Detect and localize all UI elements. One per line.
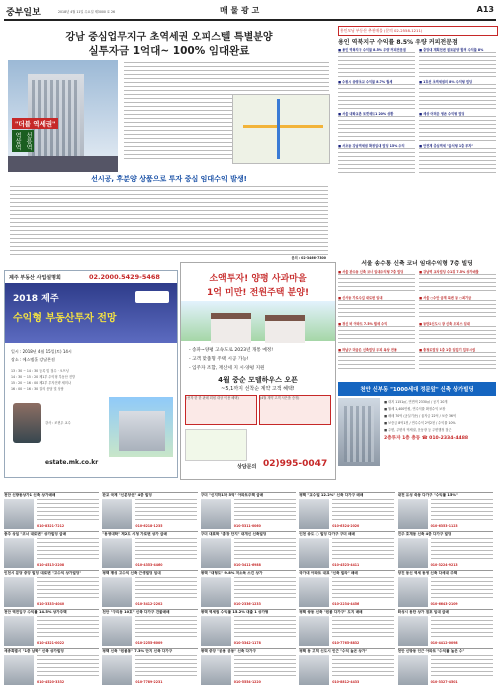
- classified-cell: [201, 609, 296, 647]
- classified-title: 평택 역세권 수익률 15.2% 대출 1 상가형: [200, 610, 269, 614]
- classified-cell: [102, 609, 197, 647]
- listing-item: ■ 서울 대학교촌 포켓세트1 20% 상환: [338, 112, 394, 116]
- classified-text: [332, 655, 394, 679]
- right-listings: [338, 26, 496, 196]
- benefit-box-2: (4월 계약 고객 사은품 증정): [259, 395, 331, 425]
- cheonan-banner: 천안 신부동 "1000세대 정문앞" 신축 상가빌딩: [338, 382, 496, 396]
- model-house-benefit: ~5,1까지 선착순 계약 고객 혜택!: [221, 386, 295, 392]
- classified-cell: [102, 648, 197, 686]
- classified-cell: [201, 492, 296, 530]
- classified-cell: [201, 531, 296, 569]
- classified-text: [234, 655, 296, 679]
- classified-photo: [201, 577, 231, 607]
- listing-item: ■ 중앙대 계획천변 점포분양 합격 수익률 8%: [419, 48, 484, 52]
- seminar-title-line1: 2018 제주: [13, 294, 59, 304]
- classified-title: 구미 대표학 "총장 단지" 대개신 신축빌딩: [200, 532, 267, 536]
- speaker-photo: [13, 403, 41, 443]
- classified-photo: [398, 616, 428, 646]
- classified-phone: 010-2336-1233: [233, 602, 261, 606]
- classified-photo: [102, 499, 132, 529]
- seminar-schedule-item: 14 : 30 ~ 15 : 20 제1부 수익형 부동산 전망: [11, 375, 75, 379]
- yangpyeong-point: - 입주자 조합, 재산세 지 시·양평 지원: [189, 366, 265, 371]
- consult-label: 상담문의: [237, 464, 257, 470]
- issue-date: 2018년 4월 11일 수요일 제3000 호 26: [58, 10, 116, 14]
- classified-phone: 010-8812-4433: [332, 680, 360, 684]
- classified-phone: 010-3411-6988: [233, 563, 261, 567]
- classified-cell: [398, 648, 493, 686]
- listing-label: 홍인모닝 부동산 추천매물 (문의 02-2558-1211): [338, 26, 498, 36]
- double-station-banner: "더블 역세권": [12, 118, 58, 129]
- classified-photo: [299, 577, 329, 607]
- seoul-item: ■ 강남역 교차빌딩 수1위 7.5% 상가매물: [419, 270, 479, 274]
- seminar-where: 장소 : 에스엠홀 강남본점: [11, 357, 55, 362]
- seminar-schedule-item: 13 : 30 ~ 14 : 30 등록 및 접수 · 오프닝: [11, 369, 69, 373]
- classified-phone: 010-5311-0060: [233, 524, 261, 528]
- classified-text: [135, 616, 197, 640]
- classified-phone: 010-4353-4460: [135, 563, 163, 567]
- benefit-box-1: (선착 한 한 판매 회원 대상 이용 혜택): [185, 395, 257, 425]
- classified-cell: [4, 609, 99, 647]
- classified-text: [37, 616, 99, 640]
- classified-phone: 010-6324-2020: [332, 524, 360, 528]
- classified-phone: 010-7789-2231: [135, 680, 163, 684]
- classified-title: "동생대학" 제2도 시청 가로변 상가 급매: [102, 532, 167, 536]
- classified-phone: 010-2255-6009: [135, 641, 163, 645]
- classified-text: [332, 616, 394, 640]
- classified-text: [234, 499, 296, 523]
- seminar-schedule-item: 15 : 20 ~ 16 : 00 제2부 투자전략 세미나: [11, 381, 71, 385]
- classified-title: 진주 호계동 신축 4층 다가구 빌딩: [397, 532, 452, 536]
- classified-photo: [299, 655, 329, 685]
- listing-item: ■ 안전계 중심역세 "음식형 1층 투자": [419, 144, 474, 148]
- classified-photo: [102, 616, 132, 646]
- speaker-name: 강사 : 조현우 교수: [45, 421, 71, 425]
- yangpyeong-ad: [180, 262, 336, 480]
- jeju-seminar-ad: [4, 270, 178, 478]
- classified-title: 대전 유성 죽동 다가구 "수익률 15%": [397, 493, 458, 497]
- seminar-title-line2: 수익형 부동산투자 전망: [13, 313, 117, 324]
- cheonan-photo: [338, 398, 380, 466]
- section-title: 매 물 광 고: [220, 6, 260, 15]
- classified-cell: [398, 531, 493, 569]
- masthead: [0, 0, 500, 22]
- ad-phone: 문의 : 02-3466-7300: [291, 256, 326, 260]
- classified-text: [135, 577, 197, 601]
- classified-text: [37, 499, 99, 523]
- classified-phone: 010-4520-3332: [37, 680, 65, 684]
- classified-cell: [299, 609, 394, 647]
- classified-title: 평택 쌍동 신축 "원룸 다가구" 도지 매매: [299, 610, 363, 614]
- classified-title: 인천시 분당 중앙 빌딩 대로변 "고수익 상가빌딩": [4, 571, 82, 575]
- classified-title: 구미 "신지하1차 5억" 아파트주택 급매: [200, 493, 264, 497]
- classified-photo: [102, 538, 132, 568]
- seoul-item: ■ 하남구 미금른 신축빌딩 두피 옥상 전용: [338, 348, 397, 352]
- cheonan-fact: ■ 주변, 주변의 역세권, 운동장 등 주변행정 접근: [384, 428, 452, 432]
- classified-text: [234, 616, 296, 640]
- classified-phone: 010-5554-1220: [233, 680, 261, 684]
- classified-phone: 010-3342-1178: [233, 641, 261, 645]
- classified-text: [234, 577, 296, 601]
- classified-phone: 010-3224-9213: [430, 563, 458, 567]
- classified-text: [37, 538, 99, 562]
- classified-phone: 010-3333-4040: [37, 602, 65, 606]
- seoul-title: 서울 송수통 신축 코너 임대수익형 7층 빌딩: [361, 261, 473, 267]
- seoul-item: ■ 서울 관수동 신축 코너 임대수익형 7층 빌딩: [338, 270, 404, 274]
- classified-photo: [201, 538, 231, 568]
- seminar-tag: 제주 부동산 사업설명회: [9, 275, 61, 281]
- classified-cell: [398, 492, 493, 530]
- classified-photo: [398, 499, 428, 529]
- classified-photo: [201, 655, 231, 685]
- classified-photo: [4, 655, 34, 685]
- location-map: [232, 94, 330, 164]
- classified-text: [431, 577, 493, 601]
- classified-photo: [102, 577, 132, 607]
- classified-cell: [102, 492, 197, 530]
- seminar-url[interactable]: estate.mk.co.kr: [45, 459, 99, 466]
- classified-title: 세종특별시 "1층 남학" 신축 상가빌딩: [4, 649, 64, 653]
- classified-photo: [299, 538, 329, 568]
- classified-cell: [201, 648, 296, 686]
- consult-phone: 02)995-0047: [263, 459, 328, 469]
- classified-photo: [201, 616, 231, 646]
- classified-text: [431, 655, 493, 679]
- classified-phone: 010-2234-4456: [332, 602, 360, 606]
- yangpyeong-title1: 소액투자! 양평 사과마을: [209, 274, 307, 284]
- listing-title: 용인 역북지구 수익률 8.5% 우량 커피전문점: [338, 39, 458, 46]
- seoul-building-ad: [338, 258, 496, 468]
- classified-cell: [4, 492, 99, 530]
- seminar-header: [5, 283, 177, 343]
- classified-phone: 010-3412-2202: [135, 602, 163, 606]
- classified-phone: 010-4523-4411: [332, 563, 360, 567]
- classified-phone: 010-6643-2109: [430, 602, 458, 606]
- listing-items: [338, 48, 496, 196]
- classified-title: 평택 팽성 고수익 신축 근생빌딩 임대: [102, 571, 161, 575]
- cheonan-fact: ■ 대지 1151㎡, 연면적 2330㎡ / 공기 20개: [384, 400, 448, 404]
- classified-title: 당진 동신 역세 동생 신축 다세대 주택: [397, 571, 458, 575]
- classified-title: 천안 역전입구 수익률 14.5% 상가주택: [4, 610, 67, 614]
- classified-title: 평택 "대형도" 9.8% 저소득 스킨 상가: [200, 571, 263, 575]
- classified-phone: 010-4412-0098: [430, 641, 458, 645]
- classified-cell: [299, 570, 394, 608]
- classified-title: 평택 동 고덕 신도시 인근 "수익 높은 상가": [299, 649, 368, 653]
- classified-cell: [398, 570, 493, 608]
- classified-phone: 010-6353-1123: [430, 524, 458, 528]
- seminar-phone: 02.2000.5429-5468: [89, 273, 160, 281]
- classified-cell: [201, 570, 296, 608]
- classified-text: [135, 538, 197, 562]
- yangpyeong-point: - 고객 맞춤형 주택 시공 가능!: [189, 357, 249, 362]
- listing-item: ■ 1호선 초역세권의 8% 수익형 빌딩: [419, 80, 473, 84]
- classified-text: [234, 538, 296, 562]
- classified-title: 평택 중앙 "공용 공동" 신축 다가구: [200, 649, 256, 653]
- ad-subheadline: 실투자금 1억대~ 100% 임대완료: [88, 45, 250, 57]
- classified-cell: [4, 531, 99, 569]
- classified-text: [431, 499, 493, 523]
- newspaper-logo: 중부일보: [6, 8, 41, 18]
- classified-grid: [4, 492, 496, 688]
- classified-title: 천안 신방동 인근 아파트 "수익률 높은 수": [397, 649, 465, 653]
- classified-photo: [201, 499, 231, 529]
- cheonan-fact: ■ 보증금 8억1천 / 연수수익 2억2천 / 수익률 10%: [384, 421, 456, 425]
- yangpyeong-title2: 1억 미만! 전원주택 분양!: [206, 288, 310, 298]
- page-number: A13: [476, 5, 494, 14]
- classified-photo: [299, 616, 329, 646]
- gangnam-officetel-ad: [4, 26, 334, 264]
- classified-title: 충주 상일 "코너 대로변" 상가빌딩 급매: [4, 532, 67, 536]
- classified-cell: [4, 570, 99, 608]
- classified-photo: [4, 577, 34, 607]
- seoul-item: ■ 경신 비 아파트 7.5% 월세 수익: [338, 322, 388, 326]
- building-photo: [8, 60, 118, 172]
- seoul-item: ■ 충청로빌딩 1층 1층 임업기 업무시설: [419, 348, 476, 352]
- seminar-when: 일시 : 2018년 4월 15일(토) 14시: [11, 349, 72, 354]
- ad-body-text-lower: [10, 186, 328, 256]
- classified-text: [332, 538, 394, 562]
- house-photo: [181, 301, 335, 341]
- ad-caption: 선시공, 후분양 상품으로 투자 중심 임대수익 발생!: [91, 175, 247, 183]
- classified-title: 평택 "교수빌 12.2%" 신축 다가구 매매: [299, 493, 364, 497]
- cheonan-contact: 2층투자 1층 충동 ☎ 010-2334-4488: [384, 436, 469, 441]
- classified-text: [37, 577, 99, 601]
- classified-text: [37, 655, 99, 679]
- classified-photo: [4, 499, 34, 529]
- classified-title: 평택 신축 "원룸통" 7.3% 단지 신축 다가구: [102, 649, 173, 653]
- ad-headline: 강남 중심업무지구 초역세권 오피스텔 특별분양: [65, 32, 273, 43]
- classified-title: 인천 송도 ○ 빌딩 다가구 구미 매매: [299, 532, 355, 536]
- classified-photo: [4, 538, 34, 568]
- listing-item: ■ 수원시 송량초교 수익률 8.7% 월세: [338, 80, 393, 84]
- listing-item: ■ 서초동 강남역세권 확정임대 빌딩 15% 수익: [338, 144, 405, 148]
- classified-phone: 010-3327-4501: [430, 680, 458, 684]
- classified-photo: [398, 577, 428, 607]
- classified-title: 화성시 동탄 상가 점포 임대 급매: [397, 610, 449, 614]
- classified-text: [332, 577, 394, 601]
- classified-text: [431, 616, 493, 640]
- newspaper-seal: [135, 291, 169, 303]
- location-map-2: [185, 429, 247, 461]
- classified-cell: [102, 531, 197, 569]
- yangpyeong-point: - 송파~양평 고속도로 2023년 개통 예정!: [189, 348, 274, 353]
- classified-cell: [102, 570, 197, 608]
- classified-phone: 010-4321-0022: [37, 641, 65, 645]
- masthead-rule: [4, 19, 496, 21]
- classified-title: 천안 신방동상가1 신축 상가매매: [4, 493, 56, 497]
- classified-phone: 010-4513-2208: [37, 563, 65, 567]
- classified-cell: [4, 648, 99, 686]
- classified-title: 국가대 아파트 대표 "신축 빌라" 매매: [299, 571, 358, 575]
- seminar-schedule-item: 16 : 00 ~ 16 : 30 질의 응답 및 상담: [11, 387, 64, 391]
- classified-cell: [398, 609, 493, 647]
- cheonan-fact: ■ 매매 70억 (공실기준) / 융자금 22억 / 보증 36억: [384, 414, 457, 418]
- classified-cell: [299, 492, 394, 530]
- classified-phone: 010-8321-7212: [37, 524, 65, 528]
- model-house-open: 4월 중순 모델하우스 오픈: [218, 376, 298, 384]
- listing-item: ■ 용인 역북지구 수익률 8.5% 우량 커피전문점: [338, 48, 406, 52]
- classified-photo: [299, 499, 329, 529]
- listing-item: ■ 세상 어려운 생존 수익형 빌딩: [419, 112, 465, 116]
- classified-text: [135, 655, 197, 679]
- classified-text: [332, 499, 394, 523]
- seoul-item: ■ 동탄2신도시 장 신축 오피스 임대: [419, 322, 470, 326]
- classified-cell: [299, 531, 394, 569]
- classified-phone: 010-7765-8832: [332, 641, 360, 645]
- seoul-item: ■ 신사동 가로수길 대로변 임대: [338, 296, 383, 300]
- classified-text: [135, 499, 197, 523]
- classified-photo: [4, 616, 34, 646]
- classified-photo: [398, 538, 428, 568]
- seoul-item: ■ 서울 ○수안 금계 특변 등 ○최기금: [419, 296, 472, 300]
- classified-phone: 010-6218-1235: [135, 524, 163, 528]
- classified-text: [431, 538, 493, 562]
- cheonan-fact: ■ 월세 1,400만원, 연수익률 확정수익 보장: [384, 407, 446, 411]
- station-tag-seolleung: 선릉역: [25, 132, 32, 150]
- classified-title: 판교 국제 "신분당선" 4층 빌딩: [102, 493, 152, 497]
- classified-title: 천안 "구리동 10호" 신축 다가구 건물매매: [102, 610, 170, 614]
- classified-photo: [102, 655, 132, 685]
- classified-photo: [398, 655, 428, 685]
- station-tag-yeoksam: 역삼역: [14, 132, 21, 150]
- classified-cell: [299, 648, 394, 686]
- resort-photo: [109, 397, 173, 457]
